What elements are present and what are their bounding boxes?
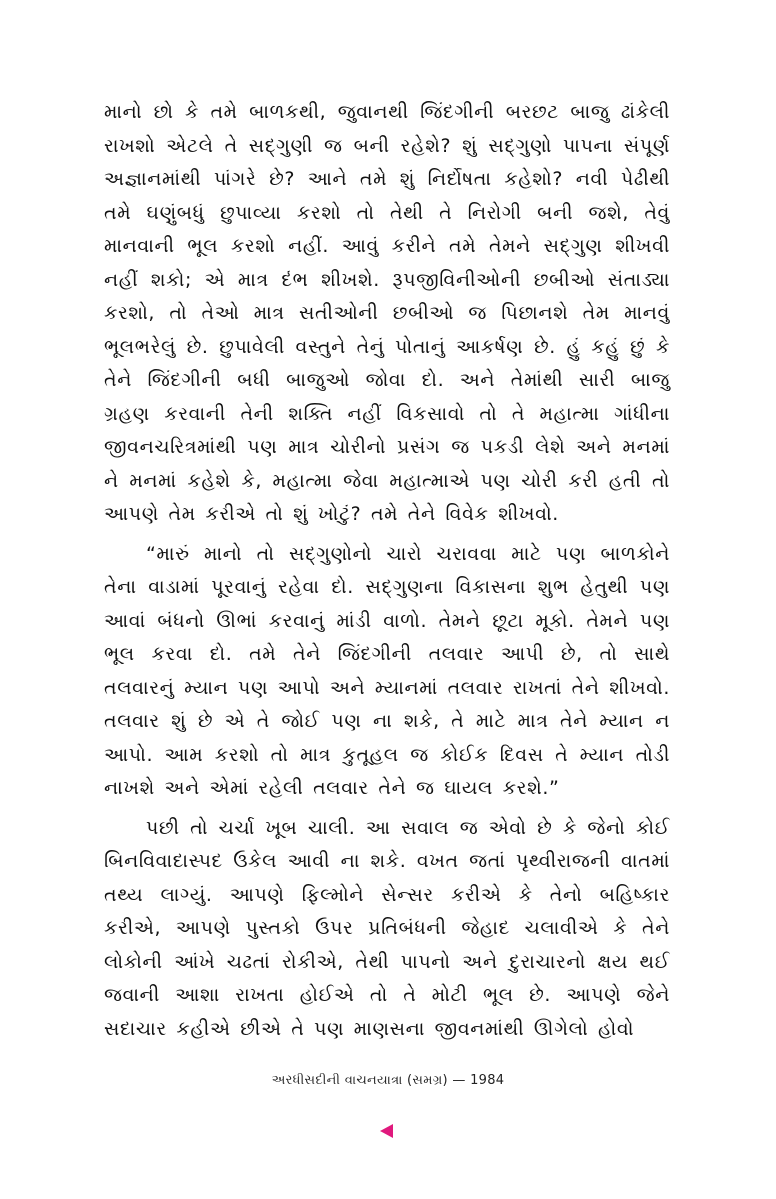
previous-page-arrow-icon[interactable] (380, 1124, 393, 1138)
body-text (104, 96, 670, 1046)
page-footer: અરધીસદીની વાચનયાત્રા (સમગ્ર) — 1984 (271, 1073, 505, 1088)
paragraph-3: પછી તો ચર્ચા ખૂબ ચાલી. આ સવાલ જ એવો છે કે જેનો કોઈ બિનવિવાદાસ્પદ ઉકેલ આવી ના શકે. વખત જતાં પૃથ્વીરાજની વાતમાં તથ્ય લાગ્યું. આપણે ફિલ્મોને સેન્સર કરીએ કે તેનો બહિષ્કાર કરીએ, આપણે પુસ્તકો ઉપર પ્રતિબંધની જેહાદ ચલાવીએ કે તેને લોકોની આંખે ચઢતાં રોકીએ, તેથી પાપનો અને દુરાચારનો ક્ષય થઈ જવાની આશા રાખતા હોઈએ તો તે મોટી ભૂલ છે. આપણે જેને સદાચાર કહીએ છીએ તે પણ માણસના જીવનમાંથી ઊગેલો હોવો (104, 816, 670, 1040)
paragraph-1: માનો છો કે તમે બાળકથી, જુવાનથી જિંદગીની બરછટ બાજુ ઢાંકેલી રાખશો એટલે તે સદ્‌ગુણી જ બની રહેશે? શું સદ્‌ગુણો પાપના સંપૂર્ણ અજ્ઞાનમાંથી પાંગરે છે? આને તમે શું નિર્દોષતા કહેશો? નવી પેઢીથી તમે ઘણુંબધું છુપાવ્યા કરશો તો તેથી તે નિરોગી બની જશે, તેવું માનવાની ભૂલ કરશો નહીં. આવું કરીને તમે તેમને સદ્‌ગુણ શીખવી નહીં શકો; એ માત્ર દંભ શીખશે. રૂપજીવિનીઓની છબીઓ સંતાડ્યા કરશો, તો તેઓ માત્ર સતીઓની છબીઓ જ પિછાનશે તેમ માનવું ભૂલભરેલું છે. છુપાવેલી વસ્તુને તેનું પોતાનું આકર્ષણ છે. હું કહું છું કે તેને જિંદગીની બધી બાજુઓ જોવા દો. અને તેમાંથી સારી બાજુ ગ્રહણ કરવાની તેની શક્તિ નહીં વિકસાવો તો તે મહાત્મા ગાંધીના જીવનચરિત્રમાંથી પણ માત્ર ચોરીનો પ્રસંગ જ પકડી લેશે અને મનમાં ને મનમાં કહેશે કે, મહાત્મા જેવા મહાત્માએ પણ ચોરી કરી હતી તો આપણે તેમ કરીએ તો શું ખોટું? તમે તેને વિવેક શીખવો. (104, 101, 670, 525)
paragraph-2-quote: “મારું માનો તો સદ્‌ગુણોનો ચારો ચરાવવા માટે પણ બાળકોને તેના વાડામાં પૂરવાનું રહેવા દો. સદ્‌ગુણના વિકાસના શુભ હેતુથી પણ આવાં બંધનો ઊભાં કરવાનું માંડી વાળો. તેમને છૂટા મૂકો. તેમને પણ ભૂલ કરવા દો. તમે તેને જિંદગીની તલવાર આપી છે, તો સાથે તલવારનું મ્યાન પણ આપો અને મ્યાનમાં તલવાર રાખતાં તેને શીખવો. તલવાર શું છે એ તે જોઈ પણ ના શકે, તે માટે માત્ર તેને મ્યાન ન આપો. આમ કરશો તો માત્ર કુતૂહલ જ કોઈક દિવસ તે મ્યાન તોડી નાખશે અને એમાં રહેલી તલવાર તેને જ ઘાયલ કરશે.” (104, 542, 670, 799)
